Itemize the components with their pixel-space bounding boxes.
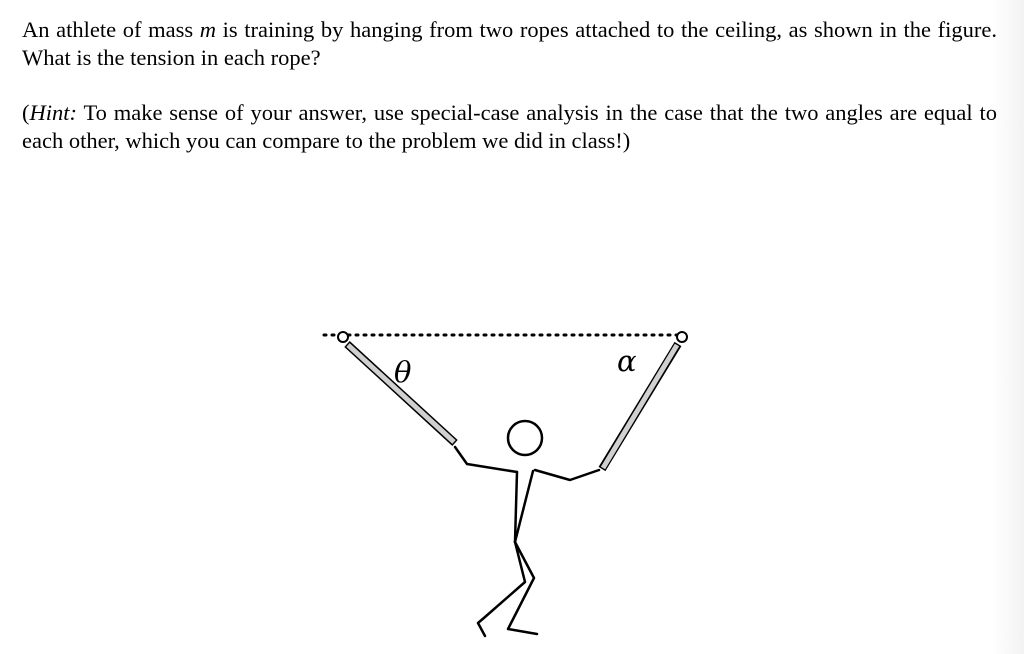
right-leg [508,542,537,634]
left-anchor [338,332,348,342]
right-arm [535,470,599,480]
stick-figure [455,421,599,636]
hint-label: Hint: [29,100,77,125]
right-rope-fill [603,345,677,468]
hint-text: To make sense of your answer, use special-case analysis in the case that the two angles are equal to each other, which you can compare to the problem we did in class!) [22,100,997,153]
athlete-figure [310,320,710,650]
right-anchor [677,332,687,342]
hint-paragraph [22,99,997,155]
mass-variable: m [199,17,216,42]
left-leg [478,542,525,636]
alpha-label: α [617,344,637,378]
problem-text [22,16,997,155]
head [508,421,542,455]
left-arm [455,447,517,472]
theta-label: θ [394,355,412,389]
problem-statement [22,16,997,72]
statement-text-start: An athlete of mass [22,17,200,42]
statement-text-end: is training by hanging from two ropes attached to the ceiling, as shown in the figure. What is the tension in each rope? [22,17,997,70]
hint-open-paren: ( [22,100,30,125]
